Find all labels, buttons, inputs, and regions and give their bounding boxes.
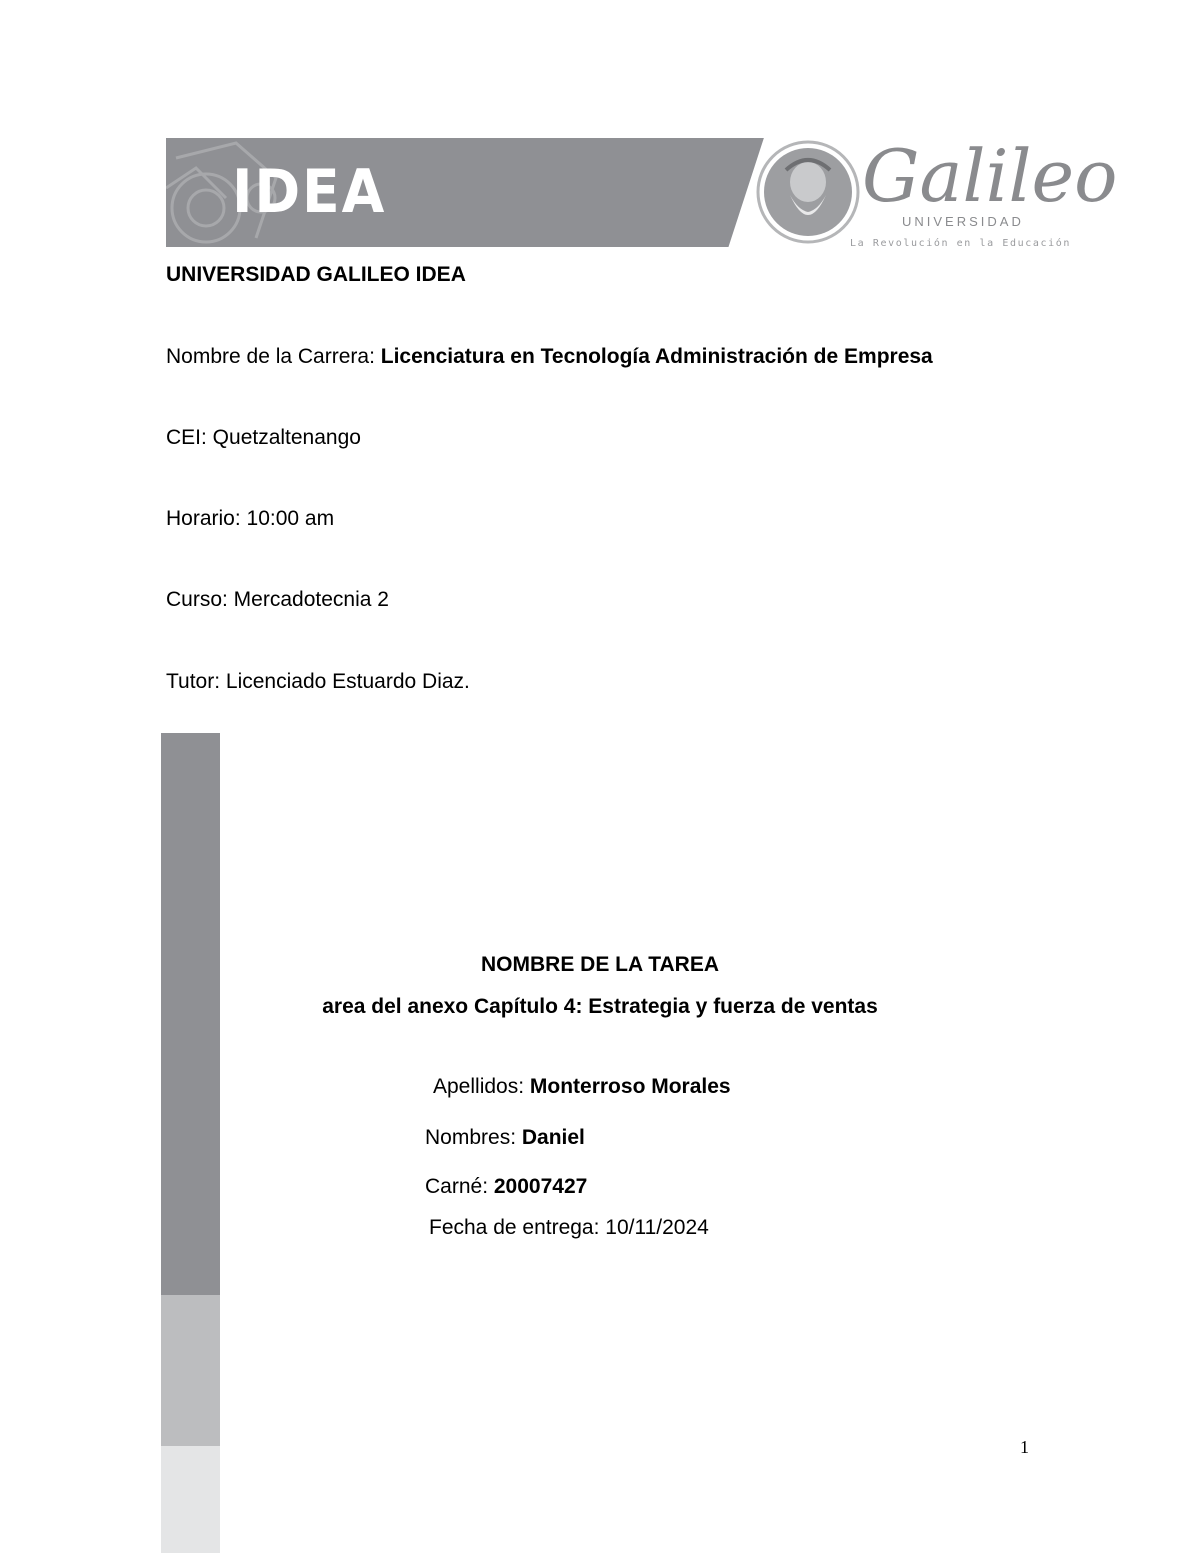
sidebar-bar-dark	[161, 733, 220, 1295]
apellidos-label: Apellidos:	[433, 1075, 530, 1098]
nombres-field	[425, 1126, 585, 1150]
carne-label: Carné:	[425, 1175, 494, 1198]
nombres-value: Daniel	[521, 1126, 585, 1149]
carne-value: 20007427	[493, 1175, 588, 1198]
idea-logo: IDEA	[232, 157, 387, 227]
cei-field: CEI: Quetzaltenango	[166, 426, 361, 449]
nombres-label: Nombres:	[425, 1126, 522, 1149]
page-number: 1	[1020, 1437, 1029, 1457]
sidebar-bar-mid	[161, 1295, 220, 1446]
document-title: UNIVERSIDAD GALILEO IDEA	[166, 263, 466, 286]
assignment-subtitle: area del anexo Capítulo 4: Estrategia y fuerza de ventas	[322, 995, 878, 1018]
galileo-logo-text: Galileo	[862, 134, 1118, 218]
sidebar-bar-light	[161, 1446, 220, 1553]
tutor-field: Tutor: Licenciado Estuardo Diaz.	[166, 670, 470, 693]
apellidos-field	[433, 1075, 731, 1099]
universidad-logo-text: UNIVERSIDAD	[902, 214, 1024, 229]
carrera-value: Licenciatura en Tecnología Administración de Empresa	[380, 345, 933, 368]
galileo-seal-icon	[756, 140, 860, 244]
assignment-heading: NOMBRE DE LA TAREA	[481, 953, 719, 976]
carne-field	[425, 1175, 587, 1199]
fecha-field: Fecha de entrega: 10/11/2024	[429, 1216, 709, 1239]
curso-field: Curso: Mercadotecnia 2	[166, 588, 389, 611]
horario-field: Horario: 10:00 am	[166, 507, 335, 530]
carrera-field	[166, 345, 933, 369]
carrera-label: Nombre de la Carrera:	[166, 345, 381, 368]
logo-tagline: La Revolución en la Educación	[850, 238, 1071, 249]
apellidos-value: Monterroso Morales	[529, 1075, 731, 1098]
